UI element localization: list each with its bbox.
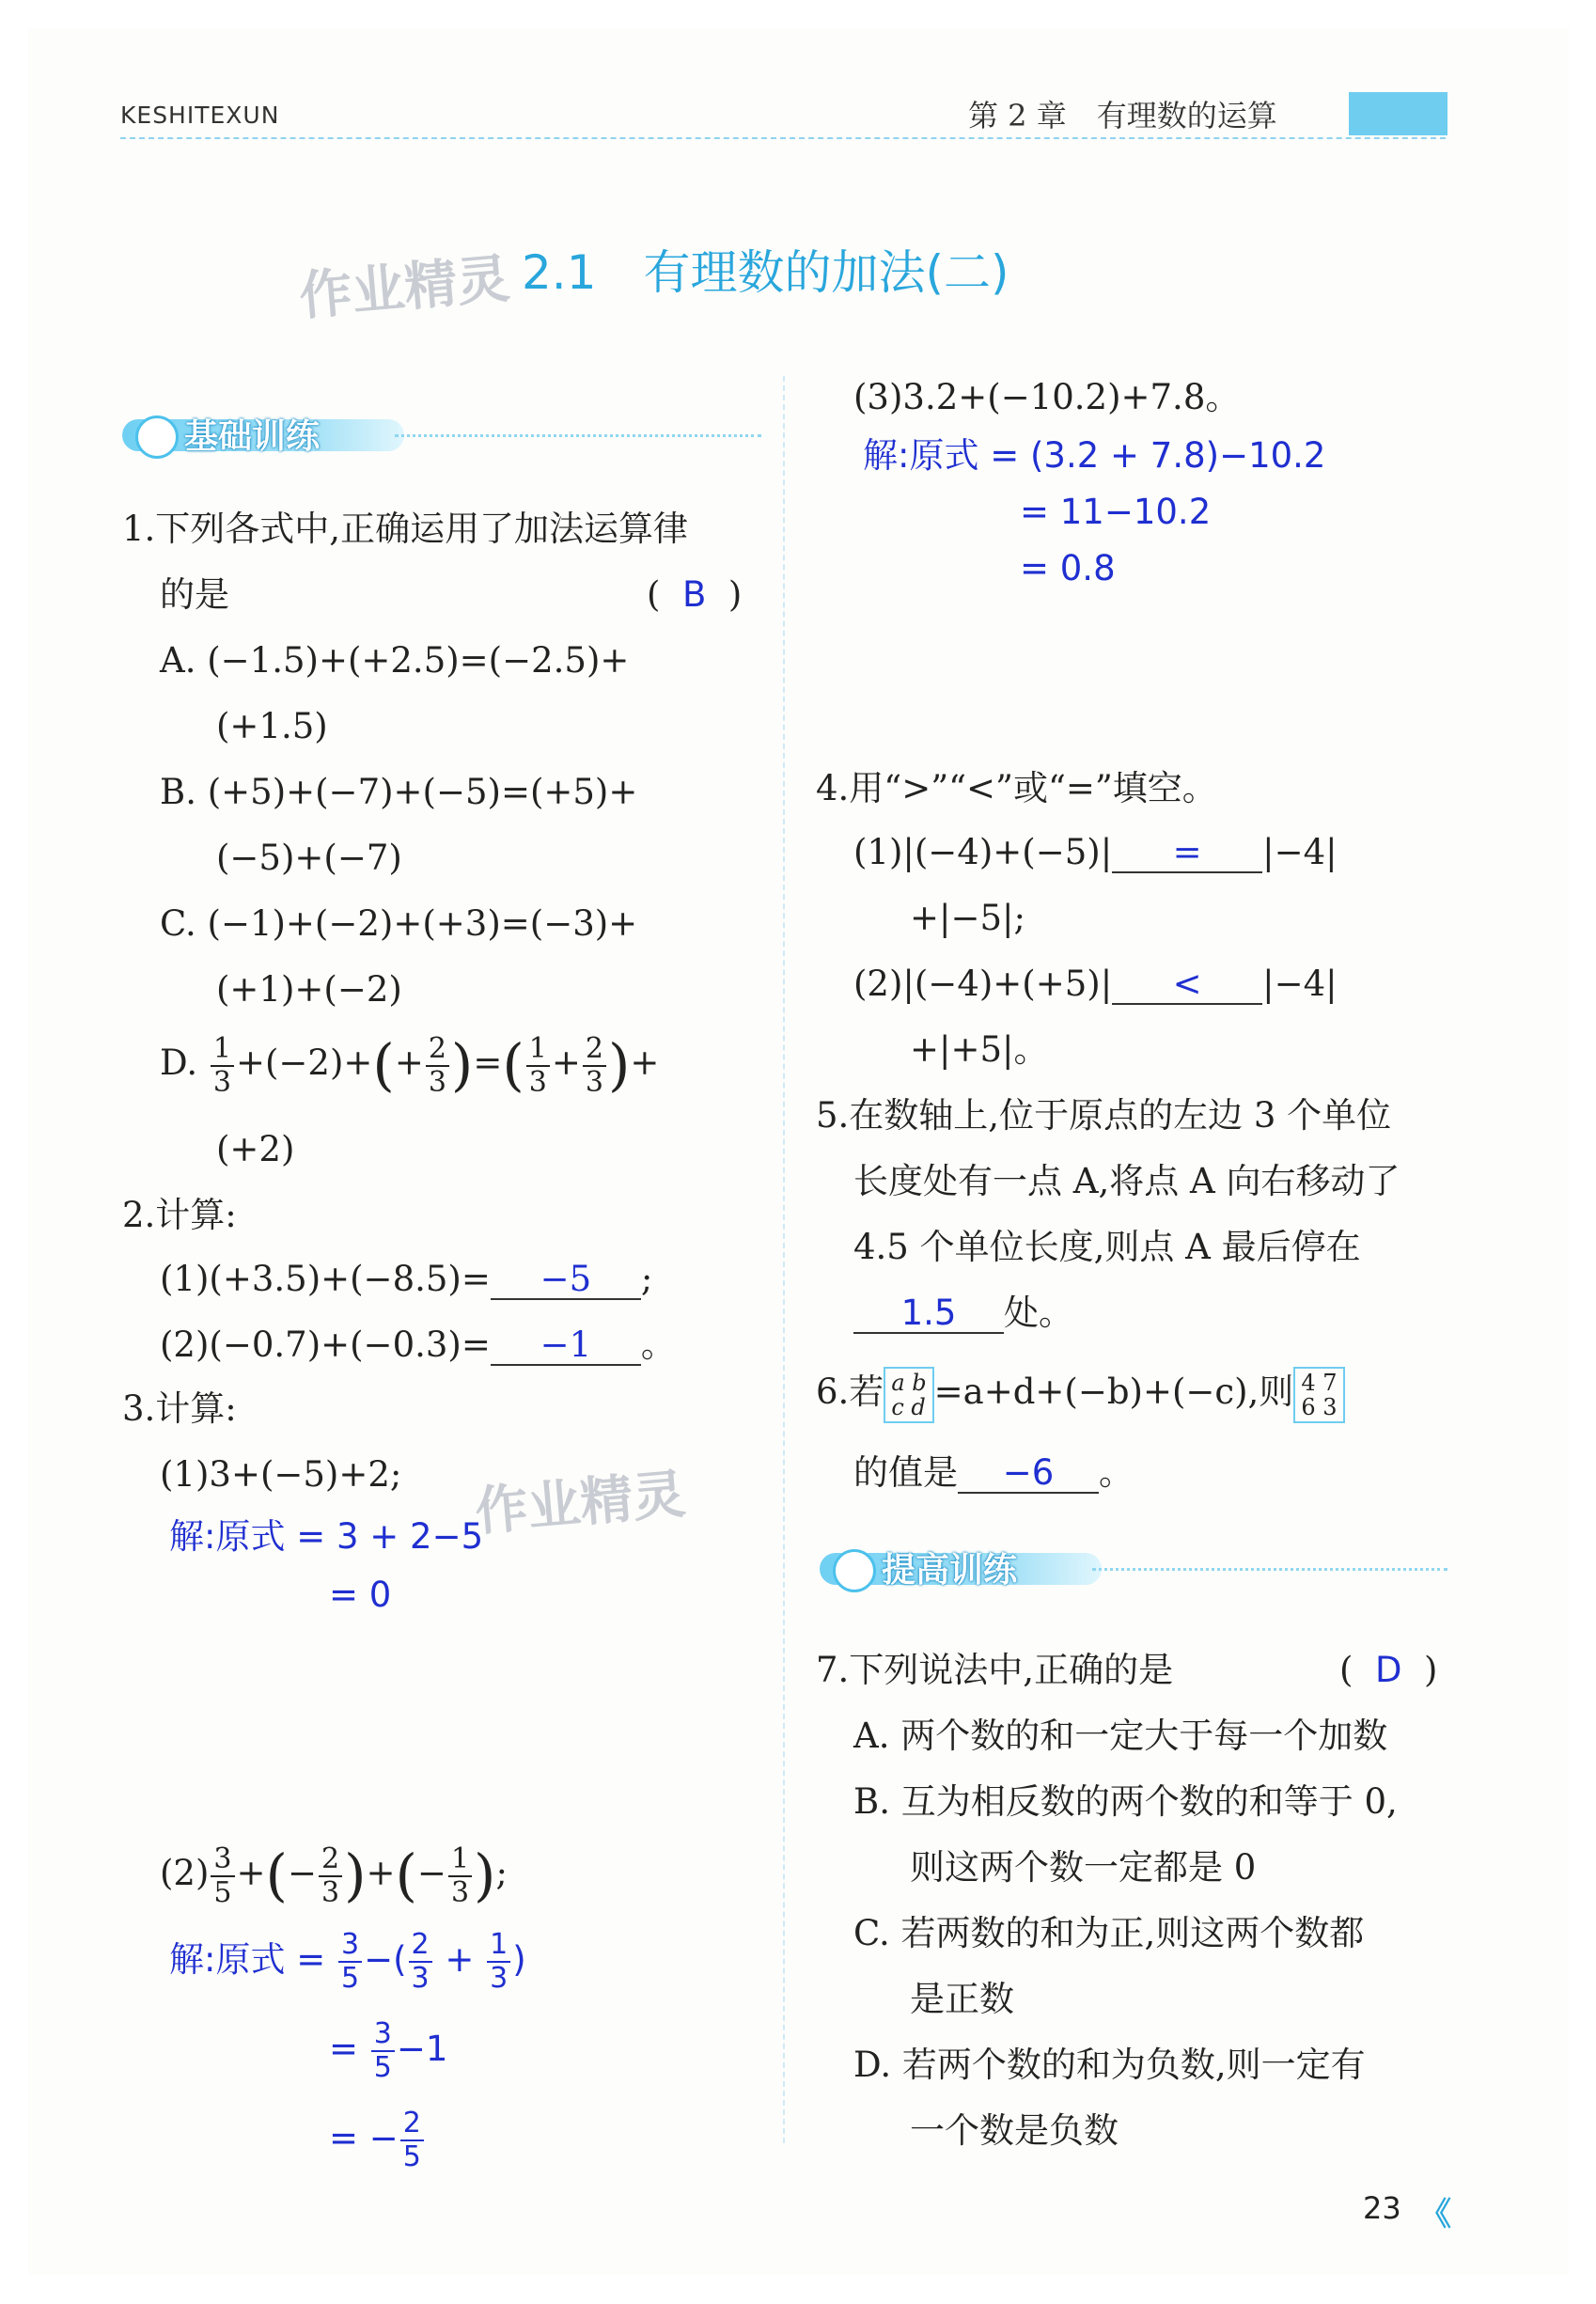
q7-option-b: B. 互为相反数的两个数的和等于 0, [853,1781,1398,1822]
q1-option-d-cont: (+2) [216,1129,295,1169]
q5-line4: 1.5 处。 [853,1280,1073,1346]
q1-stem-2: 的是 [160,574,229,615]
q6-line1: 6.若 a b c d =a+d+(−b)+(−c),则 4 7 6 3 [816,1359,1345,1425]
chapter-color-tab [1349,92,1447,135]
q3-p3-solution: 解:原式 = (3.2 + 7.8)−10.2 [863,435,1326,476]
q1-option-a: A. (−1.5)+(+2.5)=(−2.5)+ [160,640,630,681]
q3-part1: (1)3+(−5)+2; [160,1454,402,1495]
q3-p1-solution-2: = 0 [329,1575,392,1615]
section-title: 2.1 有理数的加法(二) [522,245,1009,300]
q7-answer: D [1374,1650,1402,1690]
q3-p3-solution-2: = 11−10.2 [1020,492,1212,532]
column-divider [783,376,785,2143]
q3-p1-solution: 解:原式 = 3 + 2−5 [169,1516,484,1557]
q2-p2-answer: −1 [491,1326,641,1366]
q1-option-b: B. (+5)+(−7)+(−5)=(+5)+ [160,772,638,812]
brand-label: KESHITEXUN [120,102,280,129]
advanced-training-banner [820,1547,1447,1589]
magnifier-icon [135,415,179,459]
watermark-2: 作业精灵 [472,1464,688,1544]
q4-part1: (1)|(−4)+(−5)| = |−4| [853,832,1338,872]
q4-p2-answer: < [1112,965,1262,1005]
pin-icon [833,1549,876,1592]
q1-answer: B [681,574,707,615]
banner-label: 提高训练 [882,1551,1018,1590]
q2-part2: (2)(−0.7)+(−0.3)= −1 。 [160,1324,676,1365]
header-divider [120,137,1446,139]
watermark: 作业精灵 [296,248,512,328]
double-chevron-left-icon: 《 [1419,2196,1451,2233]
q1-option-c-cont: (+1)+(−2) [216,969,402,1010]
q6-number-box: 4 7 6 3 [1293,1367,1344,1423]
q3-stem: 3.计算: [122,1388,237,1429]
q1-option-c: C. (−1)+(−2)+(+3)=(−3)+ [160,903,638,944]
q1-stem: 1.下列各式中,正确运用了加法运算律 [122,509,689,549]
q3-part3: (3)3.2+(−10.2)+7.8。 [853,377,1241,417]
q1-option-a-cont: (+1.5) [216,706,328,746]
q3-p2-solution: 解:原式 = $\frac{3}{5}$ −( $\frac{2}{3}$ + $\frac{1}{3}$ ) [169,1927,526,1995]
basic-training-banner [122,414,761,455]
q4-stem: 4.用“>”“<”或“=”填空。 [816,768,1217,808]
q2-part1: (1)(+3.5)+(−8.5)= −5 ; [160,1259,653,1299]
q1-option-d: D. $\frac{1}{3}$ +(−2)+(+ $\frac{2}{3}$ )=( $\frac{1}{3}$ + $\frac{2}{3}$ )+ [160,1031,660,1099]
q7-option-a: A. 两个数的和一定大于每一个加数 [853,1716,1388,1756]
q7-option-b-cont: 则这两个数一定都是 0 [910,1847,1257,1888]
q4-part2: (2)|(−4)+(+5)| < |−4| [853,964,1338,1004]
q5-line1: 5.在数轴上,位于原点的左边 3 个单位 [816,1095,1392,1136]
q7-option-d: D. 若两个数的和为负数,则一定有 [853,2045,1366,2085]
q7-answer-bracket: ( D ) [1339,1650,1438,1690]
q6-abcd-box: a b c d [884,1367,933,1423]
q7-option-c: C. 若两数的和为正,则这两个数都 [853,1913,1365,1953]
q5-line2: 长度处有一点 A,将点 A 向右移动了 [853,1161,1400,1201]
q3-p3-solution-3: = 0.8 [1020,548,1116,588]
q1-option-b-cont: (−5)+(−7) [216,838,402,878]
page-number: 23 [1363,2190,1401,2226]
chapter-title: 第 2 章 有理数的运算 [968,98,1277,133]
q3-p2-solution-3: = − $\frac{2}{5}$ [329,2106,426,2173]
q7-stem: 7.下列说法中,正确的是 [816,1650,1174,1690]
q2-p1-answer: −5 [491,1261,641,1300]
banner-label: 基础训练 [184,417,321,456]
q7-option-c-cont: 是正数 [910,1979,1014,2019]
q3-part2: (2) $\frac{3}{5}$ +(− $\frac{2}{3}$ )+(− $\frac{1}{3}$ ); [160,1842,508,1909]
q6-answer: −6 [958,1454,1099,1494]
q4-part2-cont: +|+5|。 [910,1029,1049,1070]
q5-line3: 4.5 个单位长度,则点 A 最后停在 [853,1227,1361,1267]
q6-line2: 的值是 −6 。 [853,1452,1134,1493]
q4-part1-cont: +|−5|; [910,898,1025,938]
q7-option-d-cont: 一个数是负数 [910,2110,1119,2151]
q4-p1-answer: = [1112,834,1262,873]
q1-answer-bracket: ( B ) [647,574,743,615]
q5-answer: 1.5 [853,1294,1004,1334]
q3-p2-solution-2: = $\frac{3}{5}$ −1 [329,2016,448,2084]
q2-stem: 2.计算: [122,1195,237,1235]
